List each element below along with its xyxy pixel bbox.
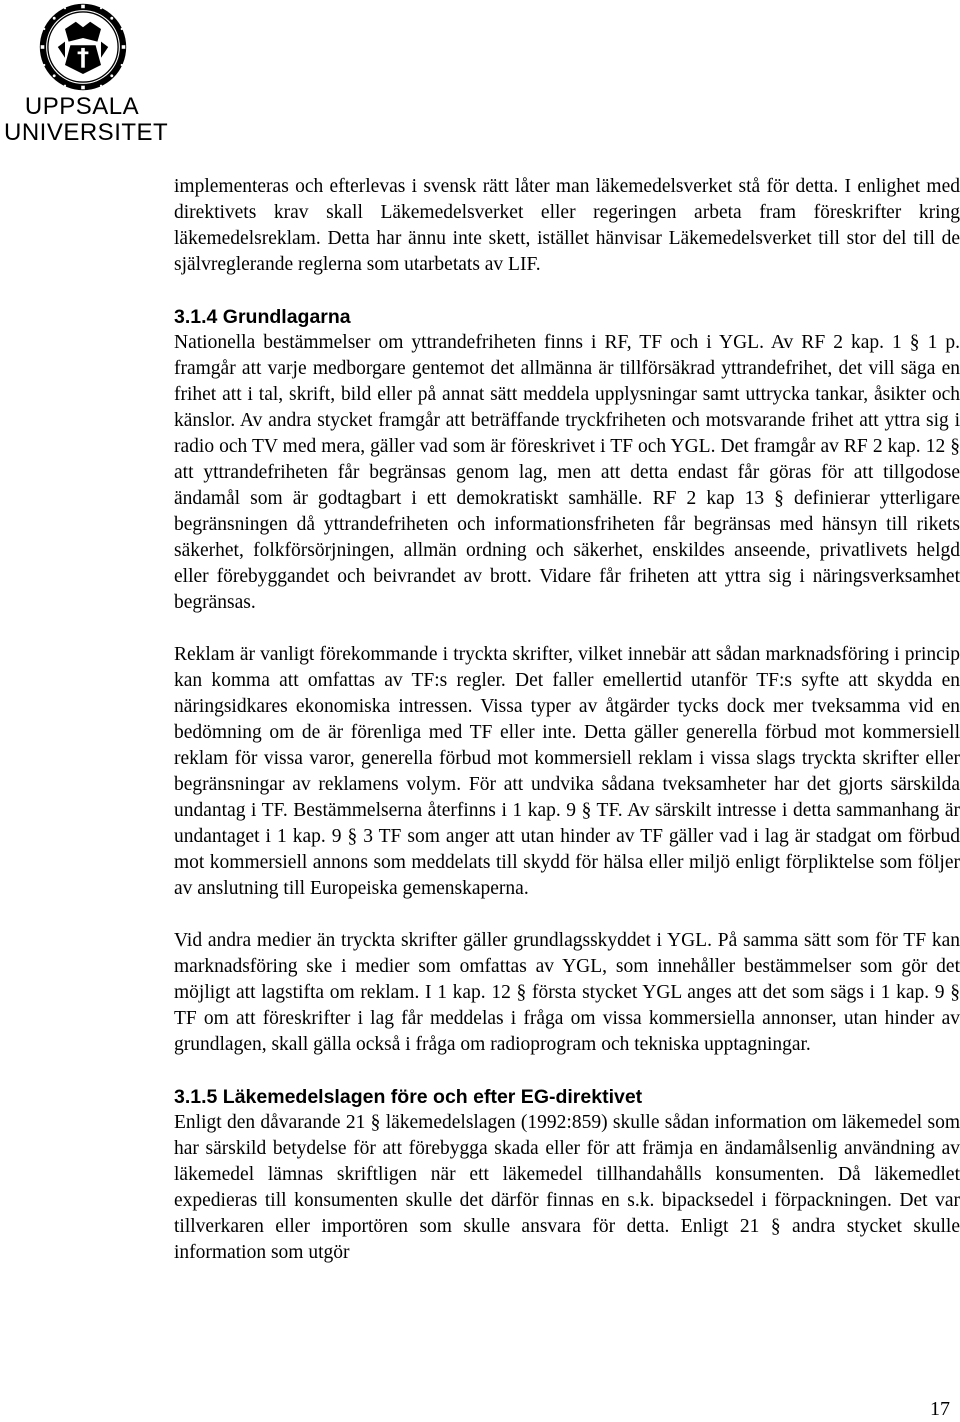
paragraph: Enligt den dåvarande 21 § läkemedelslagen (1992:859) skulle sådan information om läkemedel som har särskild betydelse för att förebygga skada eller för att främja en ändamålsenlig användning av läkemedel lämnas skriftligen när ett läkemedel tillhandahålls konsumenten. Då läkemedlet expedieras till konsumenten skulle det därför finnas en s.k. bipacksedel i förpackningen. Det var tillverkaren eller importören som skulle ansvara för detta. Enligt 21 § andra stycket skulle information som utgör [174,1112,960,1263]
paragraph: Vid andra medier än tryckta skrifter gäller grundlagsskyddet i YGL. På samma sätt som för TF kan marknadsföring ske i medier som omfattas av YGL, som innehåller bestämmelser som gör det möjligt att lagstifta om reklam. I 1 kap. 12 § första stycket YGL anges att det som sägs i 1 kap. 9 § TF om att föreskrifter i lag får meddelas i fråga om vissa kommersiella annonser, utan hinder av grundlagen, skall gälla också i fråga om radioprogram och tekniska upptagningar. [174,930,960,1055]
university-seal-icon [38,2,128,92]
university-logo [4,2,169,152]
paragraph: Nationella bestämmelser om yttrandefriheten finns i RF, TF och i YGL. Av RF 2 kap. 1 § 1 p. framgår att varje medborgare gentemot det allmänna är tillförsäkrad yttrandefrihet, det vill säga en frihet att i tal, skrift, bild eller på annat sätt meddela upplysningar samt uttrycka tankar, åsikter och känslor. Av andra stycket framgår att beträffande tryckfriheten och motsvarande frihet att yttra sig i radio och TV med mera, gäller vad som är föreskrivet i TF och YGL. Det framgår av RF 2 kap. 12 § att yttrandefriheten får begränsas genom lag, men att detta endast får göras för att tillgodose ändamål som är godtagbart i ett demokratiskt samhälle. RF 2 kap 13 § definierar ytterligare begränsningen då yttrandefriheten och informationsfriheten får begränsas med hänsyn till rikets säkerhet, folkförsörjningen, allmän ordning och säkerhet, enskildes anseende, privatlivets helgd eller förebyggandet och beivrandet av brott. Vidare får friheten att yttra sig i näringsverksamhet begränsas. [174,332,960,613]
university-name-line2: UNIVERSITET [4,119,169,146]
section-heading: 3.1.4 Grundlagarna [174,306,351,328]
university-name-line1: UPPSALA [24,93,140,120]
document-body [174,174,960,1266]
paragraph: implementeras och efterlevas i svensk rätt låter man läkemedelsverket stå för detta. I enlighet med direktivets krav skall Läkemedelsverket eller regeringen arbeta fram föreskrifter kring läkemedelsreklam. Detta har ännu inte skett, istället hänvisar Läkemedelsverket till stor del till de självreglerande reglerna som utarbetats av LIF. [174,176,960,275]
paragraph: Reklam är vanligt förekommande i tryckta skrifter, vilket innebär att sådan marknadsföring i princip kan komma att omfattas av TF:s regler. Det faller emellertid utanför TF:s syfte att skydda en näringsidkares ekonomiska intressen. Vissa typer av åtgärder tycks dock mer tveksamma vid en bedömning om de är förenliga med TF eller inte. Detta gäller generella förbud mot kommersiell reklam för vissa varor, generella förbud mot kommersiell reklam i vissa slags tryckta skrifter eller begränsningar av reklamens volym. För att undvika sådana tveksamheter har det gjorts särskilda undantag i TF. Bestämmelserna återfinns i 1 kap. 9 § TF. Av särskilt intresse i detta sammanhang är undantaget i 1 kap. 9 § 3 TF som anger att utan hinder av TF gäller vad i lag är stadgat om förbud mot kommersiell annons som meddelats till skydd för hälsa eller miljö enligt förpliktelse som följer av anslutning till Europeiska gemenskaperna. [174,644,960,899]
section-heading: 3.1.5 Läkemedelslagen före och efter EG-direktivet [174,1086,643,1108]
page-number: 17 [930,1398,950,1420]
